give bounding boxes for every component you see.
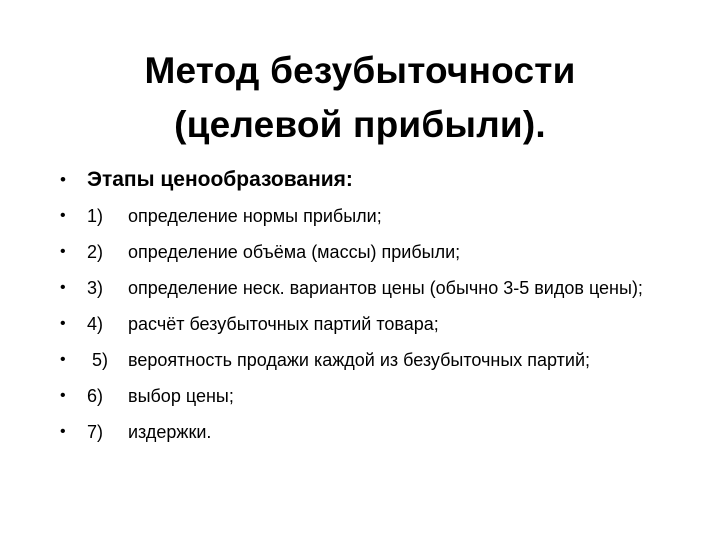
step-text: расчёт безубыточных партий товара; (128, 314, 439, 334)
list-item (60, 240, 670, 264)
list-item (60, 276, 670, 300)
list-item (60, 204, 670, 228)
step-text: издержки. (128, 422, 212, 442)
step-number: 1) (87, 206, 104, 226)
bullet-icon: • (60, 387, 66, 404)
step-text: выбор цены; (128, 386, 234, 406)
list-item (60, 312, 670, 336)
heading-text: Этапы ценообразования: (87, 168, 353, 191)
bullet-icon: • (60, 279, 66, 296)
step-text: вероятность продажи каждой из безубыточных партий; (128, 350, 591, 370)
bullet-icon: • (60, 315, 66, 332)
title-line-2: (целевой прибыли). (174, 104, 546, 145)
step-number: 7) (87, 422, 104, 442)
step-text: определение объёма (массы) прибыли; (128, 242, 461, 262)
list-heading (60, 168, 670, 192)
step-number: 3) (87, 278, 104, 298)
step-text: определение неск. вариантов цены (обычно 3-5 видов цены); (128, 278, 643, 298)
step-number: 5) (87, 350, 109, 370)
title-line-1: Метод безубыточности (144, 50, 576, 91)
list-item (60, 420, 670, 444)
step-number: 4) (87, 314, 104, 334)
list-item (60, 348, 670, 372)
step-text: определение нормы прибыли; (128, 206, 382, 226)
bullet-list (60, 168, 670, 456)
list-item (60, 384, 670, 408)
bullet-icon: • (60, 243, 66, 260)
step-number: 2) (87, 242, 104, 262)
slide-title (40, 44, 680, 152)
step-number: 6) (87, 386, 104, 406)
bullet-icon: • (60, 170, 66, 189)
bullet-icon: • (60, 423, 66, 440)
bullet-icon: • (60, 351, 66, 368)
bullet-icon: • (60, 207, 66, 224)
